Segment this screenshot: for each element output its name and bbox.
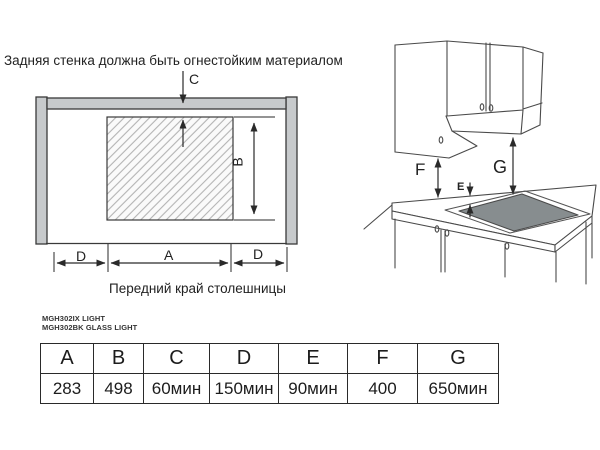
table-value: 60мин [144,374,210,404]
table-value: 650мин [418,374,499,404]
dimension-label-d-right: D [253,246,264,262]
table-header: B [94,344,144,374]
dimension-label-g: G [493,157,508,177]
model-names [42,314,137,332]
dimension-label-b: B [229,157,246,167]
front-edge-caption: Передний край столешницы [109,281,286,296]
right-wall-strip [286,97,297,244]
dimension-label-c: C [189,71,200,87]
dimension-label-d-left: D [76,248,87,264]
dimension-label-f: F [415,160,426,179]
cutout-top-view [36,97,297,244]
table-value: 90мин [279,374,348,404]
table-value: 400 [348,374,418,404]
table-header: D [210,344,279,374]
table-header: A [41,344,94,374]
table-value: 283 [41,374,94,404]
back-wall-note: Задняя стенка должна быть огнестойким материалом [4,53,343,68]
table-header: E [279,344,348,374]
cooker-hood [446,110,540,158]
model-name-1: MGH302IX LIGHT [42,314,106,323]
dimensions-table [40,343,499,404]
dimension-label-a: A [164,247,174,263]
table-header: C [144,344,210,374]
upper-cabinet [395,41,543,158]
back-wall-strip [47,98,286,109]
base-cabinet [364,185,596,284]
table-header: G [418,344,499,374]
dimension-label-e: E [457,181,465,193]
table-value-row [41,374,499,404]
table-value: 150мин [210,374,279,404]
table-value: 498 [94,374,144,404]
cutout-hatched-area [107,117,233,220]
model-name-2: MGH302BK GLASS LIGHT [42,323,138,332]
left-wall-strip [36,97,47,244]
table-header-row [41,344,499,374]
table-header: F [348,344,418,374]
kitchen-isometric-view [364,41,596,284]
